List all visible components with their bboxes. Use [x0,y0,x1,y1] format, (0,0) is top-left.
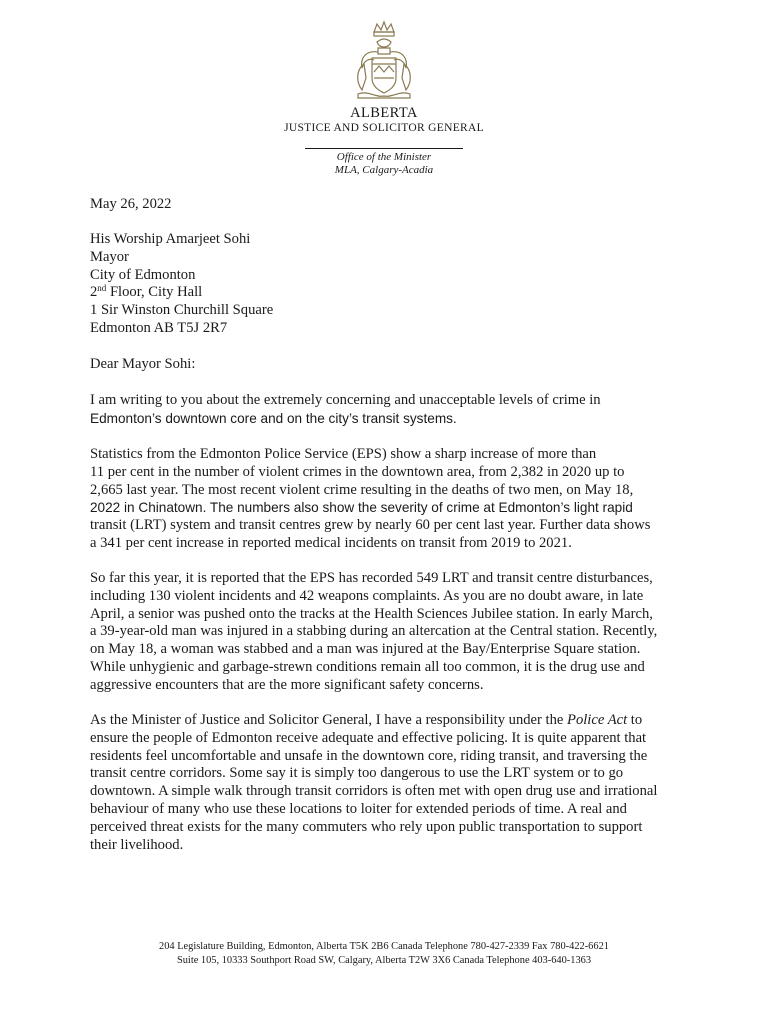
recipient-street: 1 Sir Winston Churchill Square [90,302,274,319]
paragraph-1: I am writing to you about the extremely concerning and unacceptable levels of crime in Edmonton’s downtown core and on the city’s transit systems. [90,392,601,426]
paragraph-4: As the Minister of Justice and Solicitor General, I have a responsibility under the Police Act to ensure the people of Edmonton receive adequate and effective policing. It is quite apparent that residents feel uncomfortable and unsafe in the downtown core, riding transit, and traversing the transit centre corridors. Some say it is simply too dangerous to use the LRT system or to go downtown. A simple walk through transit corridors is often met with open drug use and irrational behaviour of many who use these locations to loiter for extended periods of time. A real and perceived threat exists for the many commuters who rely upon public transportation to support their livelihood. [90,712,658,853]
footer-address-calgary: Suite 105, 10333 Southport Road SW, Calgary, Alberta T2W 3X6 Canada Telephone 403-640-1363 [176,955,592,966]
letterhead-ministry: JUSTICE AND SOLICITOR GENERAL [284,122,484,134]
alberta-coat-of-arms-icon [344,20,424,104]
recipient-title: Mayor [90,248,129,265]
recipient-org: City of Edmonton [90,266,196,283]
recipient-floor: 2nd Floor, City Hall [90,283,203,301]
paragraph-2: Statistics from the Edmonton Police Service (EPS) show a sharp increase of more than 11 per cent in the number of violent crimes in the downtown area, from 2,382 in 2020 up to 2,665 last year. The most recent violent crime resulting in the deaths of two men, on May 18, 2022 in Chinatown. The numbers also show the severity of crime at Edmonton’s light rapid transit (LRT) system and transit centres grew by nearly 60 per cent last year. Further data shows a 341 per cent increase in reported medical incidents on transit from 2019 to 2021. [90,446,651,551]
recipient-name: His Worship Amarjeet Sohi [90,231,251,247]
recipient-city: Edmonton AB T5J 2R7 [90,319,228,336]
police-act-title: Police Act [567,712,628,728]
salutation: Dear Mayor Sohi: [90,356,196,372]
footer-address-edmonton: 204 Legislature Building, Edmonton, Alberta T5K 2B6 Canada Telephone 780-427-2339 Fax 780-422-6621 [159,941,609,952]
letterhead-province: ALBERTA [350,105,418,121]
paragraph-3: So far this year, it is reported that the EPS has recorded 549 LRT and transit centre disturbances, including 130 violent incidents and 42 weapons complaints. As you are no doubt aware, in late April, a senior was pushed onto the tracks at the Health Sciences Jubilee station. In early March, a 39-year-old man was injured in a stabbing during an altercation at the Central station. Recently, on May 18, a woman was stabbed and a man was injured at the Bay/Enterprise Square station. While unhygienic and garbage-strewn conditions remain all too common, it is the drug use and aggressive encounters that are the more significant safety concerns. [90,570,658,693]
letterhead-mla: MLA, Calgary-Acadia [334,164,434,176]
letterhead-divider [305,148,463,149]
letterhead-office: Office of the Minister [336,151,432,163]
letter-date: May 26, 2022 [90,196,172,212]
recipient-address [90,231,690,338]
